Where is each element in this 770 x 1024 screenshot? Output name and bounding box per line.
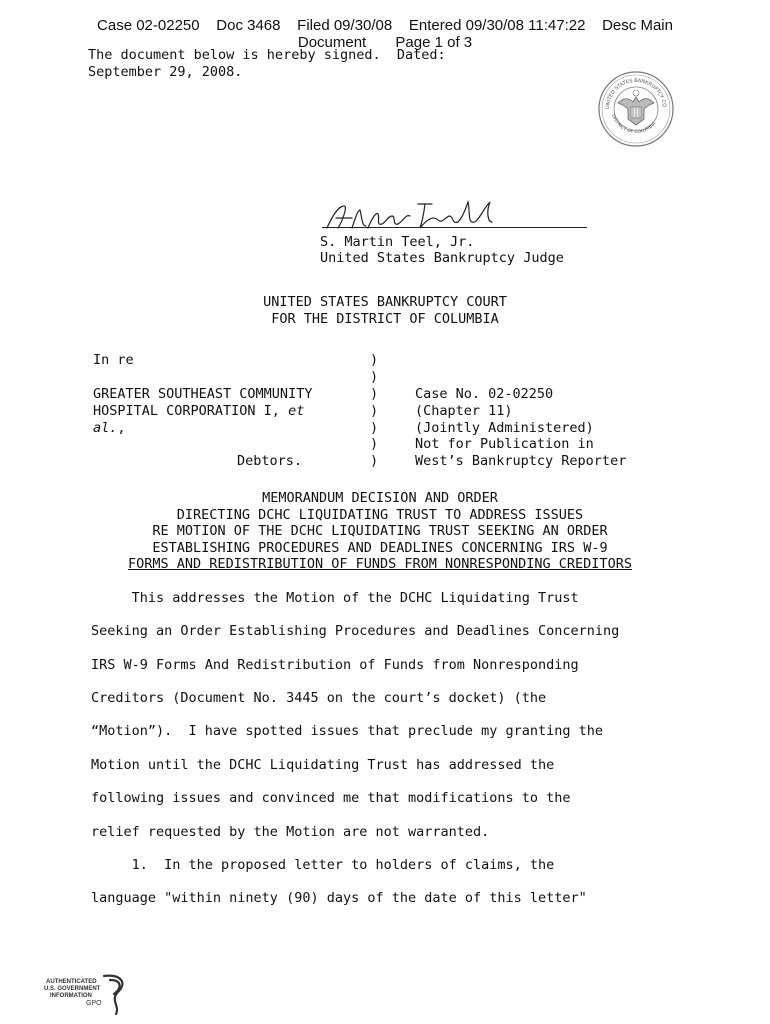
publication-note-line1: Not for Publication in [415, 436, 594, 452]
chapter: (Chapter 11) [415, 403, 513, 419]
signature-line [322, 227, 587, 228]
case-number: Case No. 02-02250 [415, 386, 554, 402]
seal-arc-top-text: UNITED STATES BANKRUPTCY CO [604, 77, 667, 110]
body-line: Creditors (Document No. 3445 on the court’s docket) (the [91, 690, 547, 706]
caption-paren: ) [370, 420, 379, 436]
caption-party-line1: GREATER SOUTHEAST COMMUNITY [93, 386, 313, 402]
caption-paren: ) [370, 352, 379, 368]
gpo-logo-line4: GPO [86, 1000, 102, 1007]
decision-title-line2: DIRECTING DCHC LIQUIDATING TRUST TO ADDRESS ISSUES [176, 507, 584, 523]
body-line: Motion until the DCHC Liquidating Trust has addressed the [91, 757, 555, 773]
caption-debtors: Debtors. [237, 453, 303, 469]
signed-notice-date: September 29, 2008. [88, 64, 243, 80]
body-line: language "within ninety (90) days of the date of this letter" [91, 890, 587, 906]
caption-party-line3: al., [93, 420, 126, 436]
signature-script-text: S. Martin Teel, Jr. [322, 192, 330, 193]
caption-paren: ) [370, 386, 379, 402]
decision-title-line1: MEMORANDUM DECISION AND ORDER [262, 490, 498, 506]
court-name-line2: FOR THE DISTRICT OF COLUMBIA [271, 311, 499, 327]
signed-notice-line1: The document below is hereby signed. Dated: [88, 47, 446, 63]
decision-title-line3: RE MOTION OF THE DCHC LIQUIDATING TRUST SEEKING AN ORDER [152, 523, 608, 539]
body-line: This addresses the Motion of the DCHC Liquidating Trust [91, 590, 579, 606]
filing-header-line2: Document Page 1 of 3 [297, 34, 473, 51]
publication-note-line2: West’s Bankruptcy Reporter [415, 453, 627, 469]
caption-paren: ) [370, 403, 379, 419]
caption-in-re: In re [93, 352, 134, 368]
body-line: following issues and convinced me that modifications to the [91, 790, 571, 806]
caption-party-line2: HOSPITAL CORPORATION I, et [93, 403, 305, 419]
body-line: Seeking an Order Establishing Procedures and Deadlines Concerning [91, 623, 620, 639]
body-line: relief requested by the Motion are not warranted. [91, 824, 490, 840]
body-line: 1. In the proposed letter to holders of claims, the [91, 857, 555, 873]
caption-paren: ) [370, 453, 379, 469]
judge-name: S. Martin Teel, Jr. [320, 234, 475, 250]
judge-title: United States Bankruptcy Judge [320, 250, 564, 266]
caption-paren: ) [370, 436, 379, 452]
gpo-logo-line2: U.S. GOVERNMENT [44, 986, 101, 992]
jointly-administered: (Jointly Administered) [415, 420, 594, 436]
filing-header-line1: Case 02-02250 Doc 3468 Filed 09/30/08 Entered 09/30/08 11:47:22 Desc Main [97, 17, 673, 34]
decision-title-line4: ESTABLISHING PROCEDURES AND DEADLINES CONCERNING IRS W-9 [152, 540, 608, 556]
decision-title-line5: FORMS AND REDISTRIBUTION OF FUNDS FROM NONRESPONDING CREDITORS [128, 556, 632, 572]
court-name-line1: UNITED STATES BANKRUPTCY COURT [263, 294, 507, 310]
gpo-logo-line1: AUTHENTICATED [46, 979, 97, 985]
gpo-logo-line3: INFORMATION [50, 993, 92, 999]
gpo-authenticated-logo-icon [44, 974, 134, 1018]
body-line: “Motion”). I have spotted issues that preclude my granting the [91, 723, 604, 739]
body-line: IRS W-9 Forms And Redistribution of Funds from Nonresponding [91, 657, 579, 673]
court-seal-icon [596, 69, 676, 149]
seal-arc-bottom-text: DISTRICT OF COLUMBIA [610, 113, 658, 136]
caption-paren: ) [370, 369, 379, 385]
